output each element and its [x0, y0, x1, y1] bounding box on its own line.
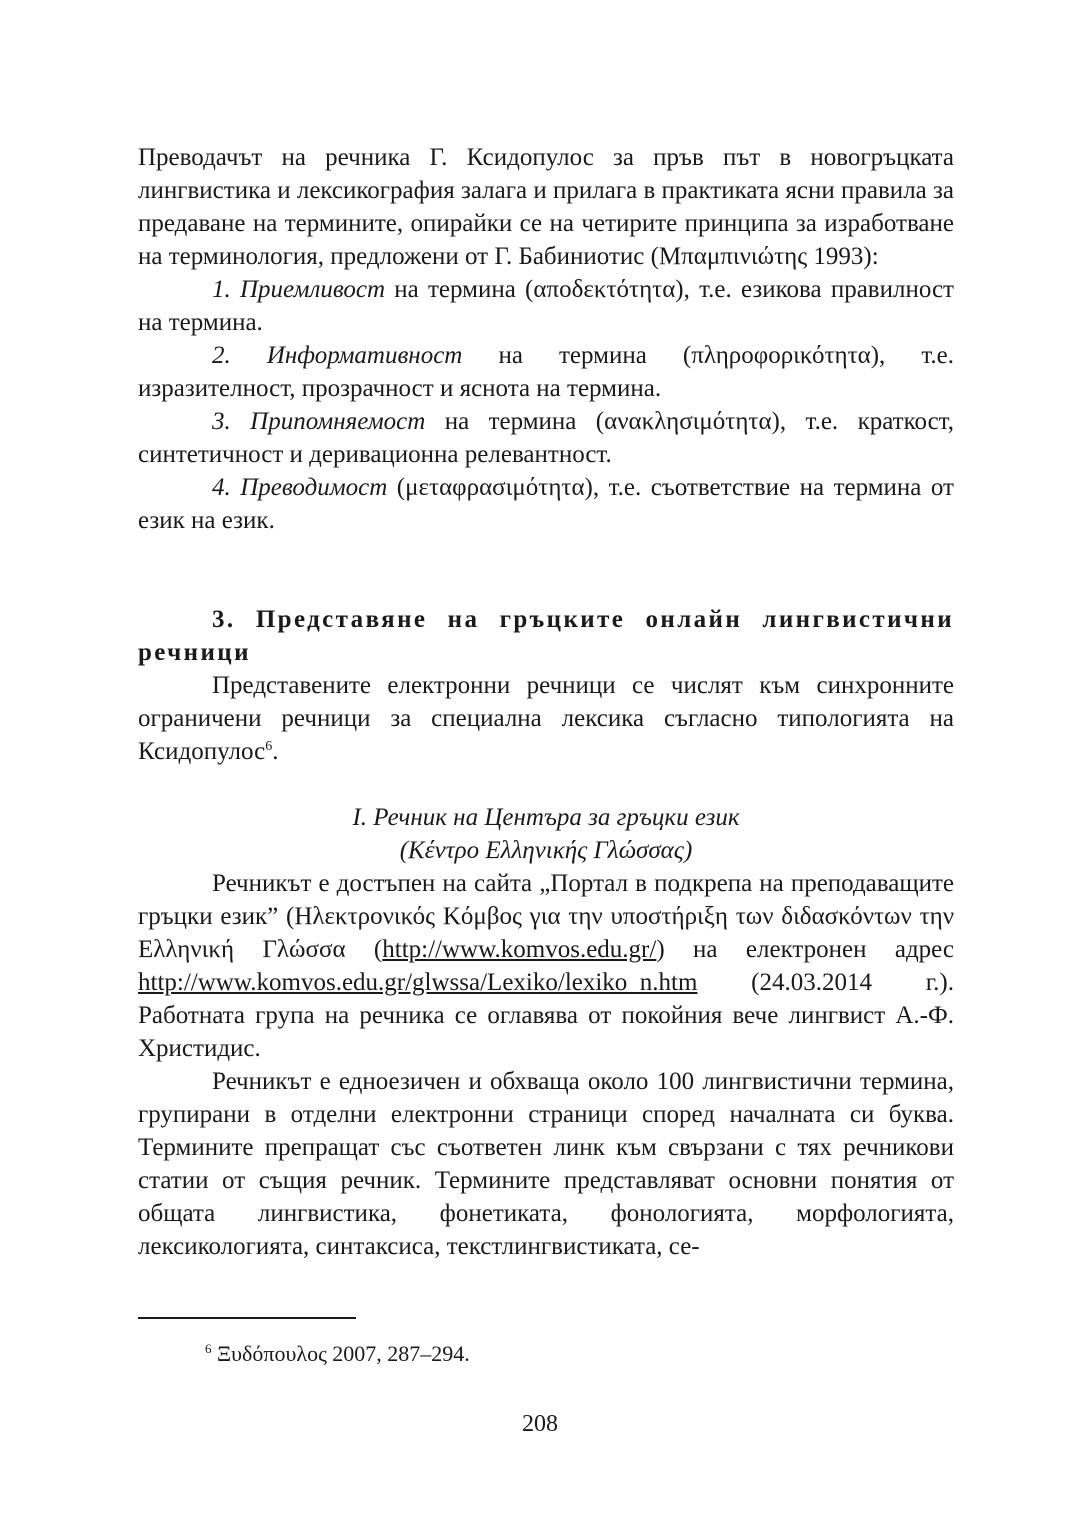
section-spacer	[138, 537, 954, 603]
main-text	[138, 141, 954, 1263]
footnote-reference[interactable]: 6	[265, 739, 273, 754]
p1-text-a: Речникът е достъпен на сайта „Портал в подкрепа на преподаващите гръцки език” (Ηλεκτρονικός Κόμβος για την υποστήριξη των διδασκόντων την Ελληνική Γλώσσα (	[138, 870, 954, 963]
page-number: 208	[522, 1411, 558, 1437]
intro-paragraph: Преводачът на речника Г. Ксидопулос за пръв път в новогръцката лингвистика и лексикография залага и прилага в практиката ясни правила за предаване на термините, опирайки се на четирите принципа за изработване на терминология, предложени от Г. Бабиниотис (Μπαμπινιώτης 1993):	[138, 144, 954, 270]
principle-item	[138, 339, 954, 405]
principle-item	[138, 273, 954, 339]
komvos-site-link[interactable]: http://www.komvos.edu.gr/	[382, 936, 657, 963]
subsection-paragraph-2: Речникът е едноезичен и обхваща около 100 лингвистични термина, групирани в отделни електронни страници според началната си буква. Термините препращат със съответен линк към свързани с тях речникови статии от същия речник. Термините представляват основни понятия от общата лингвистика, фонетиката, фонологията, морфологията, лексикологията, синтаксиса, текстлингвистиката, се-	[138, 1068, 954, 1260]
section-paragraph	[138, 669, 954, 768]
principle-item	[138, 405, 954, 471]
principle-label: 2. Информативност	[212, 342, 463, 369]
footnote-text: Ξυδόπουλος 2007, 287–294.	[211, 1341, 470, 1366]
section-body-end: .	[272, 738, 279, 765]
principle-text: на термина (ανακλησιμότητα), т.е. краткост, синтетичност и деривационна релевантност.	[138, 408, 954, 468]
principle-label: 1. Приемливост	[212, 276, 386, 303]
subsection-paragraph-1	[138, 867, 954, 1065]
section-heading: 3. Представяне на гръцките онлайн лингвистични речници	[138, 606, 954, 666]
principle-text: на термина (αποδεκτότητα), т.е. езикова правилност на термина.	[138, 276, 954, 336]
lexiko-page-link[interactable]: http://www.komvos.edu.gr/glwssa/Lexiko/lexiko_n.htm	[138, 969, 698, 996]
footnote-number: 6	[205, 1341, 212, 1356]
principle-text: (μεταφρασιμότητα), т.е. съответствие на термина от език на език.	[138, 474, 954, 534]
principle-label: 3. Припомняемост	[212, 408, 426, 435]
subsection-heading-line2: (Κέντρο Ελληνικής Γλώσσας)	[399, 837, 693, 864]
footnote-divider	[138, 1317, 356, 1319]
principle-text: на термина (πληροφορικότητα), т.е. изразителност, прозрачност и яснота на термина.	[138, 342, 955, 402]
p1-text-b: ) на електронен адрес	[656, 936, 954, 963]
footnote	[205, 1340, 470, 1368]
section-body-text: Представените електронни речници се числят към синхронните ограничени речници за специална лексика съгласно типологията на Ксидопулос	[138, 672, 954, 765]
subsection-heading-line1: I. Речник на Центъра за гръцки език	[352, 804, 740, 831]
p1-text-c: (24.03.2014 г.). Работната група на речника се оглавява от покойния вече лингвист А.-Ф. Христидис.	[138, 969, 954, 1062]
principle-label: 4. Преводимост	[212, 474, 388, 501]
principle-item	[138, 471, 954, 537]
